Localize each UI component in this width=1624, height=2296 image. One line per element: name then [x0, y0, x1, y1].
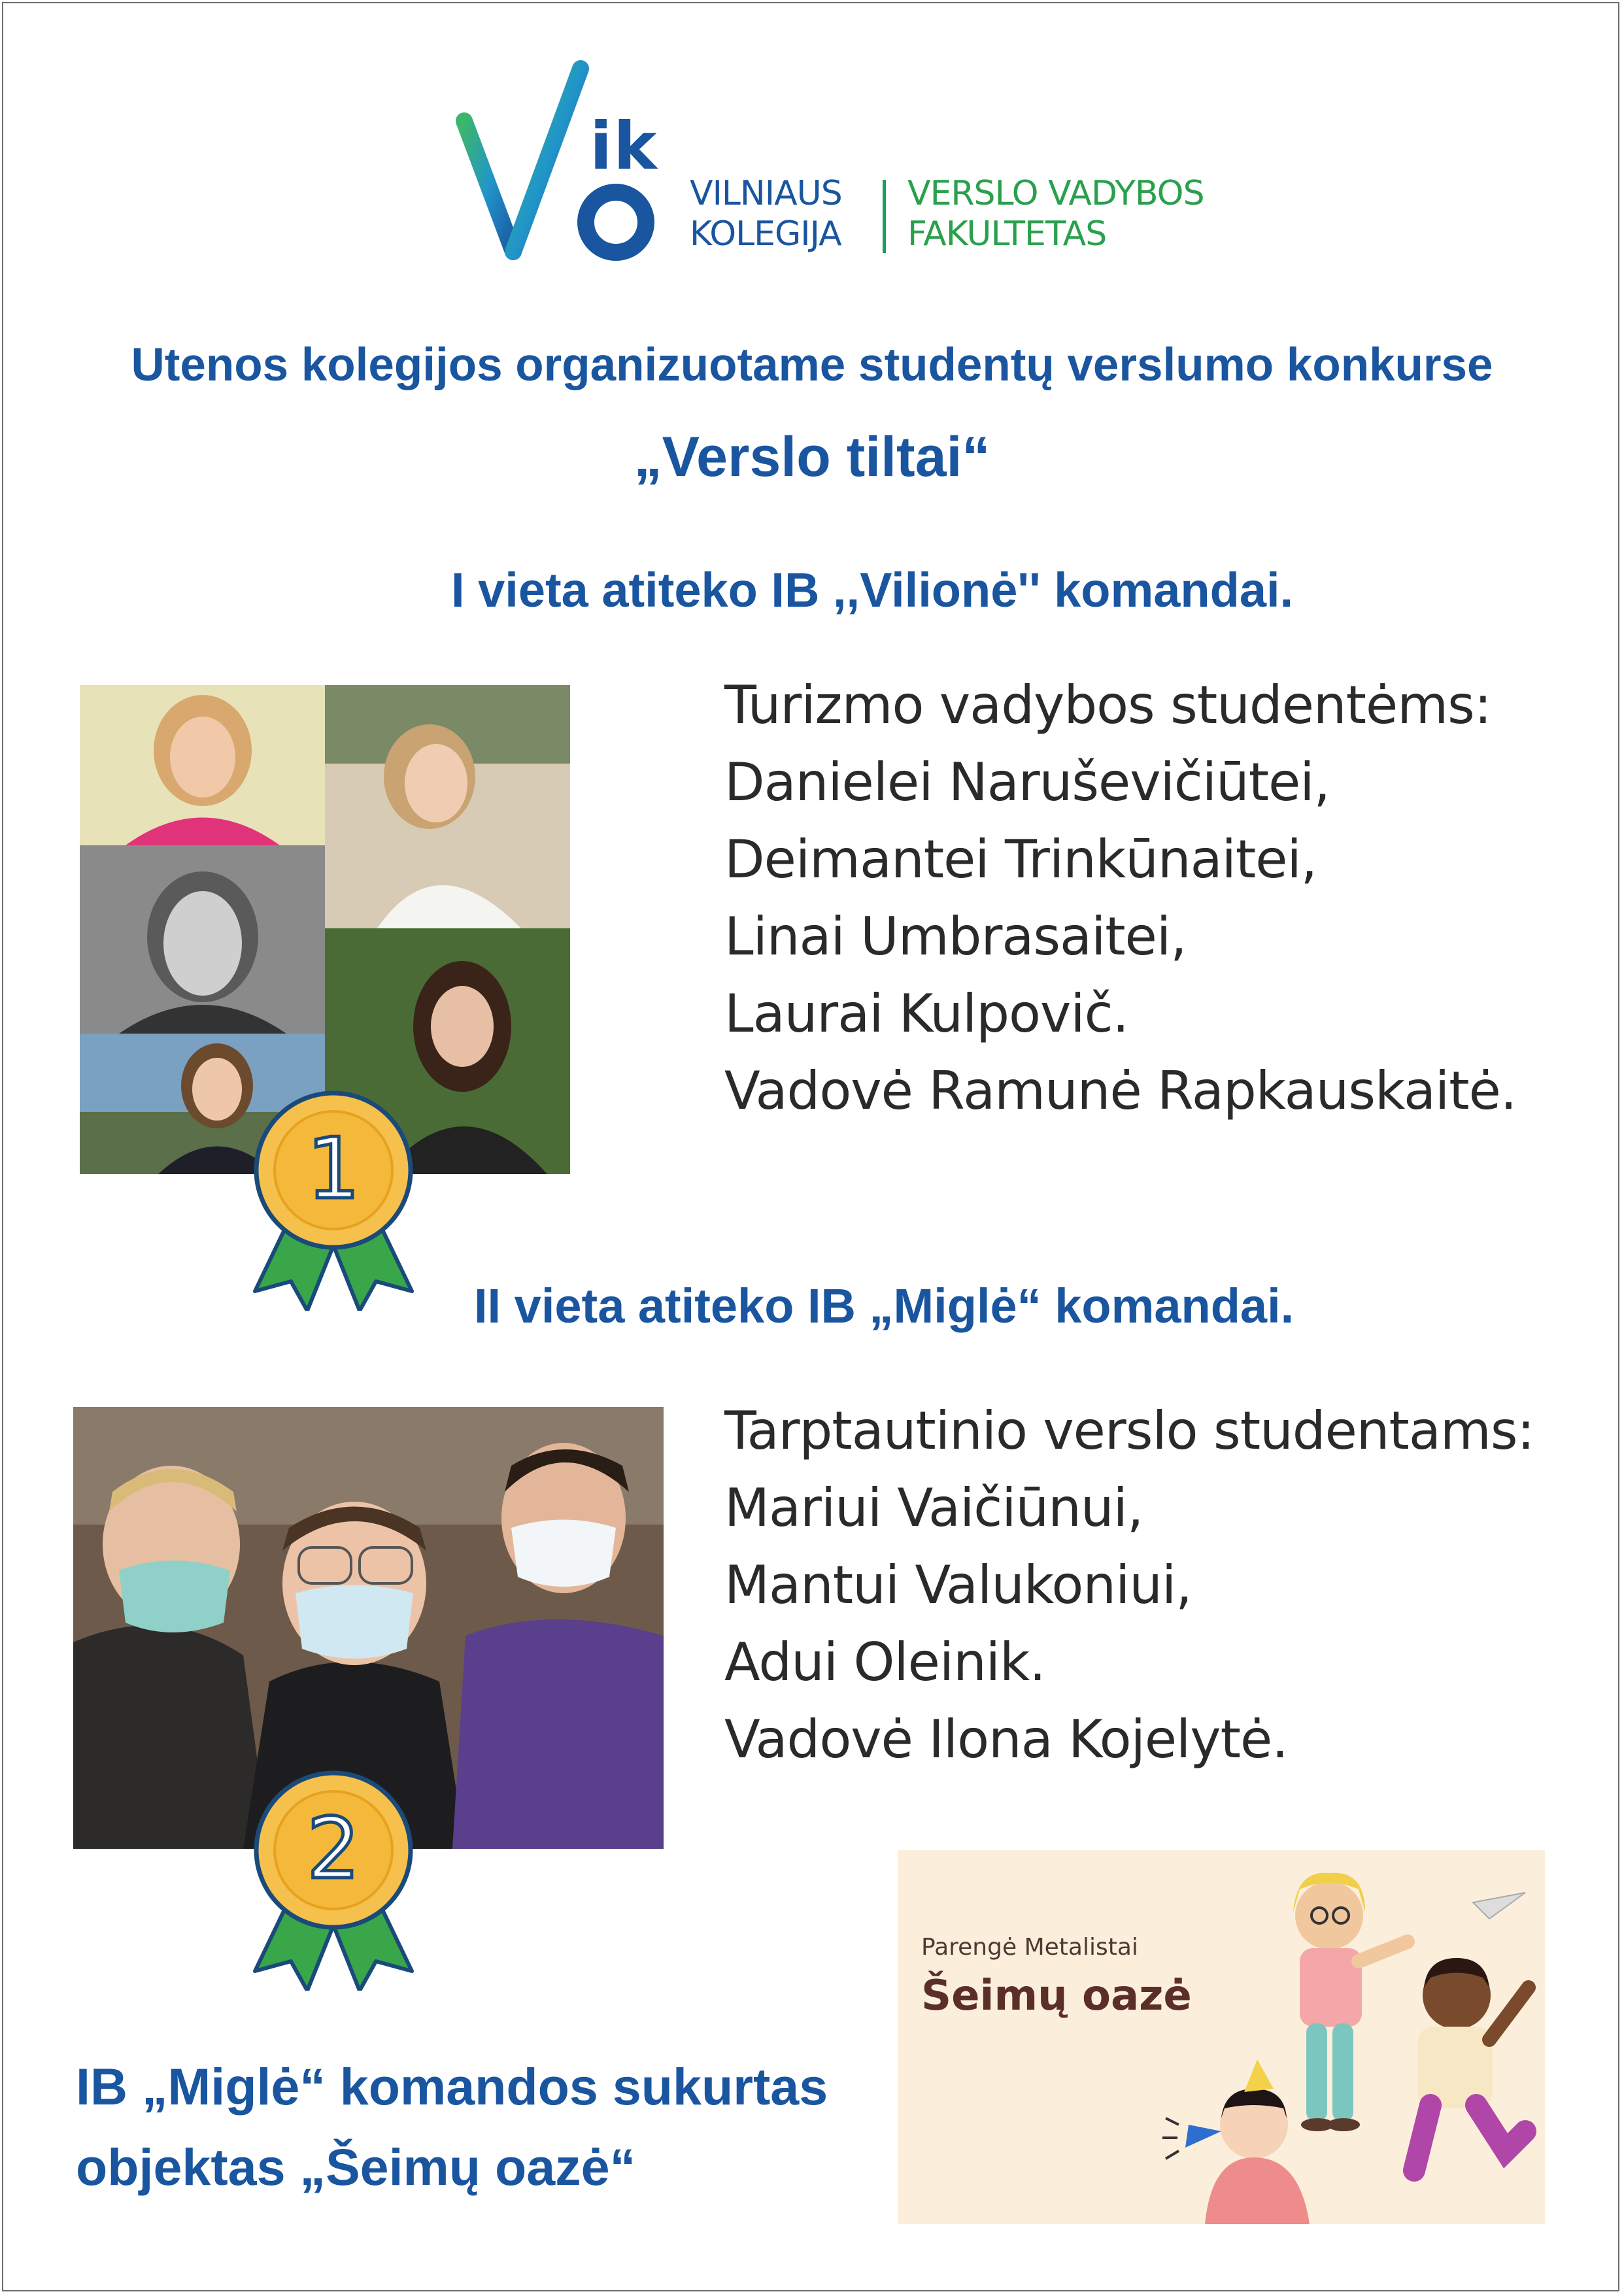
photo-member-1 — [80, 685, 325, 845]
party-horn-icon — [1185, 2125, 1221, 2148]
team-list-line: Linai Umbrasaitei, — [724, 906, 1187, 967]
team-list-line: Deimantei Trinkūnaitei, — [724, 829, 1317, 890]
medal-number-1: 1 — [307, 1121, 360, 1218]
team-list-line: Vadovė Ilona Kojelytė. — [724, 1709, 1288, 1770]
viko-logo — [451, 56, 1255, 271]
team-list-line: Turizmo vadybos studentėms: — [724, 675, 1491, 735]
second-place-title: II vieta atiteko IB „Miglė“ komandai. — [474, 1279, 1294, 1333]
team-list-line: Danielei Naruševičiūtei, — [724, 752, 1330, 813]
logo-divider — [883, 180, 886, 253]
contest-heading: Utenos kolegijos organizuotame studentų verslumo konkurse — [131, 339, 1493, 391]
first-place-medal-icon — [235, 1085, 431, 1311]
project-caption: IB „Miglė“ komandos sukurtas objektas „Šeimų oazė“ — [76, 2057, 828, 2196]
photo-member-2 — [325, 685, 570, 928]
medal-number-2: 2 — [307, 1800, 360, 1898]
team-list-line: Tarptautinio verslo studentams: — [724, 1400, 1534, 1461]
team-list-line: Mariui Vaičiūnui, — [724, 1477, 1143, 1538]
logo-school-name: VILNIAUS KOLEGIJA — [690, 174, 842, 254]
team-list-line: Vadovė Ramunė Rapkauskaitė. — [724, 1060, 1517, 1121]
banner-author: Parengė Metalistai — [921, 1934, 1138, 1961]
banner-title: Šeimų oazė — [921, 1972, 1192, 2020]
paper-plane-icon — [1473, 1893, 1525, 1919]
first-place-title: I vieta atiteko IB ,,Vilionė'' komandai. — [451, 563, 1294, 617]
team-list-line: Mantui Valukoniui, — [724, 1555, 1192, 1615]
seimu-oaze-banner — [898, 1850, 1545, 2224]
family-characters-illustration — [898, 1850, 1545, 2224]
contest-name: „Verslo tiltai“ — [634, 426, 990, 488]
logo-faculty-name: VERSLO VADYBOS FAKULTETAS — [907, 174, 1204, 254]
logo-ik: ik — [590, 108, 658, 184]
photo-member-3 — [80, 845, 325, 1034]
second-place-medal-icon — [235, 1765, 431, 1991]
team-list-line: Laurai Kulpovič. — [724, 983, 1128, 1044]
team-list-line: Adui Oleinik. — [724, 1632, 1045, 1693]
second-place-team-list — [724, 1393, 1534, 1778]
first-place-team-list — [724, 667, 1516, 1130]
